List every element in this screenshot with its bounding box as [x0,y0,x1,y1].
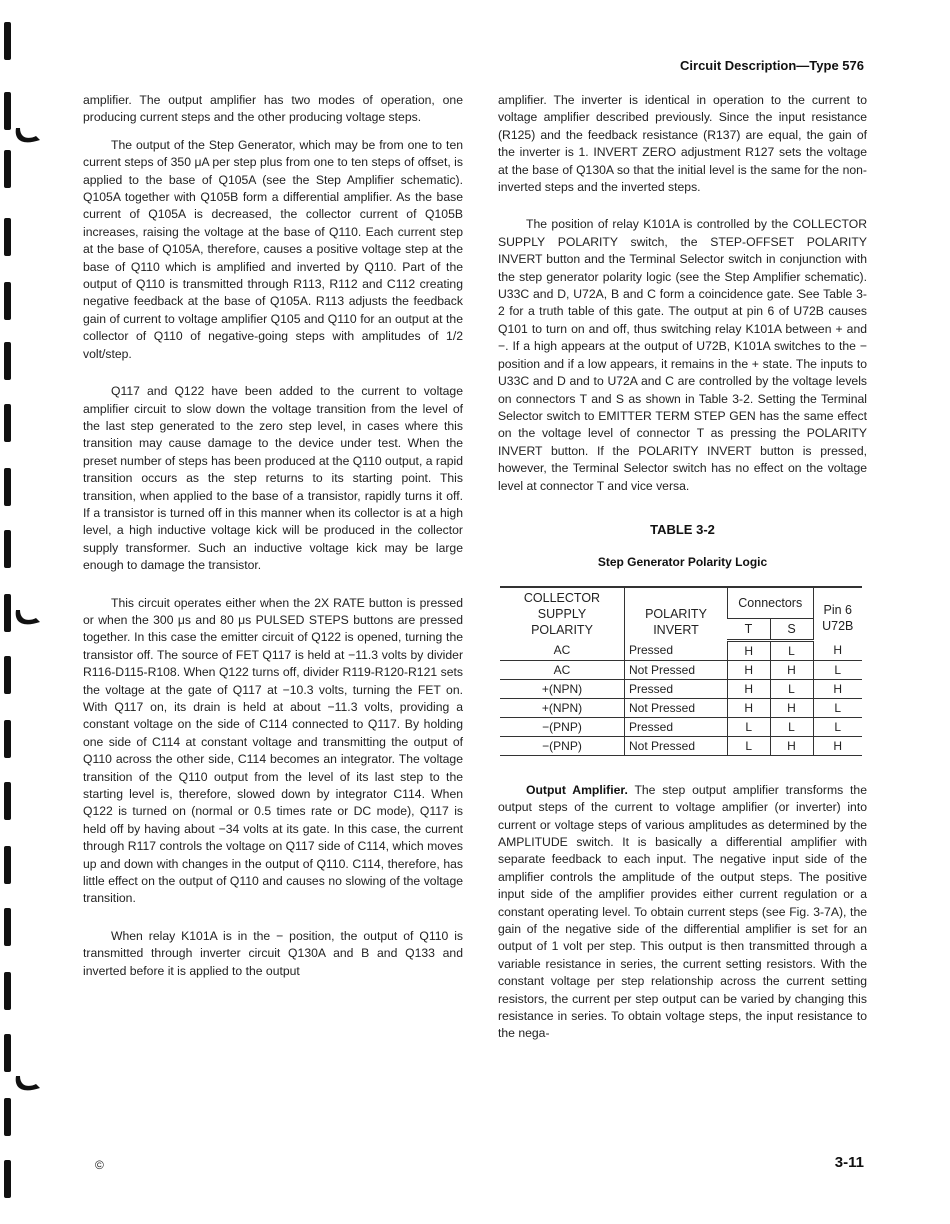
table-cell: H [728,698,771,717]
running-header: Circuit Description—Type 576 [680,58,864,73]
paragraph: amplifier. The output amplifier has two modes of operation, one producing current steps and the other producing voltage steps. [83,93,463,125]
punch-hole [4,22,11,60]
table-cell: +(NPN) [500,698,625,717]
header-connector-t: T [728,618,771,640]
table-row [500,698,862,717]
table-cell: L [813,660,862,679]
table-row [500,640,862,660]
punch-hole [4,782,11,820]
table-cell: L [728,736,771,755]
table-cell: Not Pressed [625,698,728,717]
paragraph-text: The step output amplifier transforms the output steps of the current to voltage amplifier (or inverter) into current or voltage steps of various amplitudes as determined by the AMPLITUDE switch. It is basically a differential amplifier with separate feedback to each input. The negative input side of the amplifier controls the amplitude of the output steps. The positive input side of the amplifier provides either current regulation or a constant operating level. To obtain current steps (see Fig. 3-7A), the gain of the negative side of the differential amplifier is set for an output of 1 volt per step. This output is then transmitted through a variable resistance in series, the current setting resistors. With the constant voltage per step relationship across the current setting resistors, the current per step output can be varied by changing this resistance in series. To obtain voltage steps, the input resistance to the nega- [498,782,867,1041]
paragraph: The output of the Step Generator, which may be from one to ten current steps of 350 μA per step plus from one to ten steps of offset, is applied to the base of Q105A (see the Step Amplifier schematic). Q105A together with Q105B form a differential amplifier. As the base current of Q105A is decreased, the collector current of Q105B increases, raising the voltage at the base of Q110. Each current step at the base of Q105A, therefore, causes a positive voltage step at the base of Q110 which is amplified and inverted by Q110. Part of the output of Q110 is transmitted through R113, R112 and C112 creating negative feedback at the base of Q105A. R113 adjusts the feedback gain of current to voltage amplifier Q105 and Q110 for an output at the collector of Q110 of negative-going steps with amplitudes of 1/2 volt/step. [83,137,463,361]
table-cell: Not Pressed [625,660,728,679]
paragraph-output-amplifier [498,782,867,1043]
header-connector-s: S [770,618,813,640]
paragraph: When relay K101A is in the − position, the output of Q110 is transmitted through inverter circuit Q130A and B and Q133 and inverted before it is applied to the output [83,928,463,978]
table-cell: H [770,736,813,755]
table-title: Step Generator Polarity Logic [597,555,768,570]
table-cell: AC [500,660,625,679]
header-polarity-invert: POLARITY INVERT [625,587,728,641]
punch-hole [4,908,11,946]
header-collector-supply-polarity: COLLECTOR SUPPLY POLARITY [500,587,625,641]
polarity-logic-table [500,586,862,756]
table-cell: H [770,660,813,679]
table-cell: H [728,679,771,698]
table-cell: H [813,679,862,698]
punch-hole [4,972,11,1010]
table-cell: L [813,717,862,736]
right-column [498,92,867,1063]
punch-hole [4,282,11,320]
punch-hole [4,846,11,884]
table-cell: −(PNP) [500,736,625,755]
table-cell: Pressed [625,717,728,736]
table-cell: L [813,698,862,717]
paragraph: amplifier. The inverter is identical in operation to the current to voltage amplifier described previously. Since the input resistance (R125) and the feedback resistance (R137) are equal, the gain of the inverter is 1. INVERT ZERO adjustment R127 sets the voltage at the base of Q130A so that the initial level is the same for the non-inverted steps and the inverted steps. [498,93,867,195]
paragraph: The position of relay K101A is controlled by the COLLECTOR SUPPLY POLARITY switch, the STEP-OFFSET POLARITY INVERT button and the Terminal Selector switch in conjunction with the step generator polarity logic (see the Step Amplifier schematic). U33C and D, U72A, B and C form a coincidence gate. See Table 3-2 for a truth table of this gate. The output at pin 6 of U72B causes Q101 to turn on and off, thus switching relay K101A between + and −. If a high appears at the output of U72B, K101A switches to the − position and if a low appears, it remains in the + state. The inputs to U33C and D and to U72A and C are controlled by the voltage levels on connectors T and S as shown in Table 3-2. Setting the Terminal Selector switch to EMITTER TERM STEP GEN has the same effect on the voltage level of connector T as pressing the POLARITY INVERT button. If the POLARITY INVERT button is pressed, however, the Terminal Selector switch has no effect on the voltage level at connector T and vice versa. [498,217,867,493]
punch-hole [4,218,11,256]
punch-hole [4,530,11,568]
punch-hole [4,1160,11,1198]
punch-hole [4,720,11,758]
punch-hole [4,92,11,130]
table-cell: H [813,640,862,660]
punch-hole [4,404,11,442]
table-row [500,736,862,755]
page-number: 3-11 [834,1154,864,1171]
header-pin6-u72b: Pin 6 U72B [813,587,862,641]
punch-hole [4,468,11,506]
table-cell: Pressed [625,640,728,660]
table-number: TABLE 3-2 [650,521,715,537]
table-cell: H [770,698,813,717]
table-cell: L [770,679,813,698]
punch-hole [4,342,11,380]
table-cell: H [728,640,771,660]
run-in-heading: Output Amplifier. [526,782,628,797]
paragraph: This circuit operates either when the 2X RATE button is pressed or when the 300 μs and 80 μs PULSED STEPS buttons are pressed together. In this case the emitter circuit of Q122 is opened, turning the transistor off. The source of FET Q117 is held at −11.3 volts by divider R116-D115-R108. When Q122 turns off, divider R119-R120-R121 sets the voltage at the gate of Q117 at −10.3 volts, turning the FET on. With Q117 on, its drain is held at about −11.3 volts, providing a constant voltage on the side of C114 connected to Q117. By holding one side of C114 at constant voltage and transmitting the output of Q110 across the other side, C114 becomes an integrator. The voltage transition of the Q110 output from the level of its last step to the starting level is, therefore, slowed down by integrator C114. When Q122 is turned on (normal or 0.5 times rate or DC mode), Q117 is held off by having about −34 volts at its gate. In this case, the current through R117 controls the voltage on Q117 side of C114, which moves up and down with changes in the output of Q110. C114, therefore, has little effect on the output of Q110 and causes no slowing of the voltage transition. [83,595,463,906]
punch-hole [4,1098,11,1136]
hook-mark-icon [12,1074,42,1096]
punch-hole [4,594,11,632]
table-row [500,660,862,679]
table-cell: L [728,717,771,736]
left-column [83,92,463,1000]
table-cell: AC [500,640,625,660]
hook-mark-icon [12,608,42,630]
table-cell: L [770,640,813,660]
hook-mark-icon [12,126,42,148]
table-row [500,679,862,698]
punch-hole [4,1034,11,1072]
header-connectors: Connectors [728,587,814,619]
table-cell: H [813,736,862,755]
table-cell: L [770,717,813,736]
punch-hole [4,656,11,694]
table-cell: H [728,660,771,679]
binder-margin [0,0,70,1224]
punch-hole [4,150,11,188]
table-cell: Pressed [625,679,728,698]
paragraph: Q117 and Q122 have been added to the current to voltage amplifier circuit to slow down the voltage transition from the level of the last step generated to the zero step level, in cases where this transition may cause damage to the device under test. When the preset number of steps has been produced at the Q110 output, a rapid transition occurs as the step returns to its starting point. This transition, when applied to the base of a transistor, rapidly turns it off. If a transistor is turned off in this manner when its collector is at a high level, a high inductive voltage kick will be produced in the collector supply transformer. Such an inductive voltage kick may be large enough to damage the transistor. [83,384,463,573]
table-3-2 [498,521,867,756]
table-cell: −(PNP) [500,717,625,736]
table-cell: Not Pressed [625,736,728,755]
table-cell: +(NPN) [500,679,625,698]
copyright-mark: © [95,1158,104,1172]
table-row [500,717,862,736]
